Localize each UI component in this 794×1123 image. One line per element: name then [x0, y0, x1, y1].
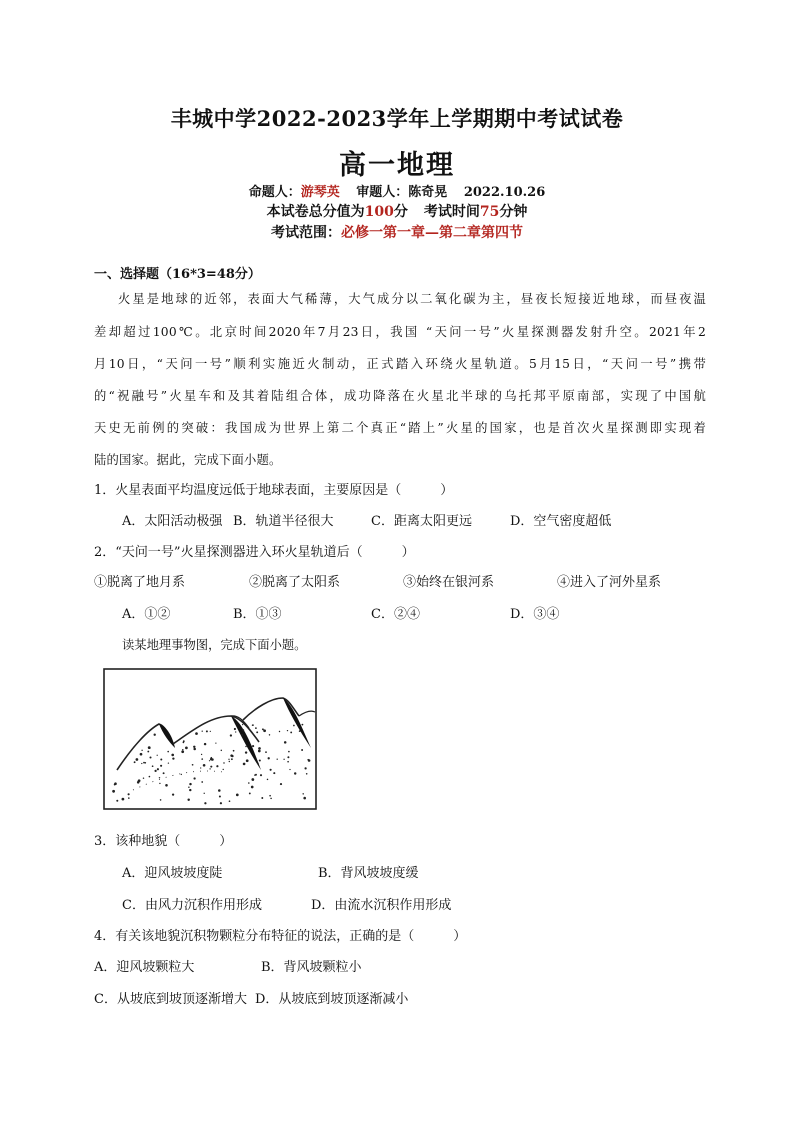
sand-grain-dot	[252, 745, 254, 747]
sand-grain-dot	[243, 763, 246, 766]
passage-line: 差却超过100℃。北京时间2020年7月23日，我国 “天问一号”火星探测器发射升空。2021年2	[94, 325, 706, 339]
sand-grain-dot	[234, 728, 236, 730]
sand-grain-dot	[228, 759, 229, 760]
sand-grain-dot	[289, 769, 290, 770]
sand-grain-dot	[301, 749, 303, 751]
sand-grain-dot	[128, 797, 130, 799]
sand-grain-dot	[270, 769, 272, 771]
sand-grain-dot	[138, 779, 141, 782]
sand-grain-dot	[269, 795, 271, 797]
q1-option-d[interactable]: D．空气密度超低	[510, 514, 612, 529]
exam-title: 丰城中学2022-2023学年上学期期中考试试卷	[170, 106, 624, 131]
sand-grain-dot	[193, 777, 195, 779]
question-3-stem: 3．该种地貌（ ）	[94, 834, 233, 849]
sand-grain-dot	[242, 724, 243, 725]
sand-grain-dot	[302, 793, 303, 794]
sand-grain-dot	[201, 781, 203, 783]
sand-grain-dot	[246, 759, 249, 762]
sand-grain-dot	[270, 798, 272, 800]
sand-grain-dot	[256, 731, 258, 733]
sand-grain-dot	[183, 742, 185, 744]
sand-grain-dot	[293, 725, 295, 727]
q3-option-d[interactable]: D．由流水沉积作用形成	[311, 898, 452, 913]
sand-grain-dot	[172, 793, 174, 795]
sand-grain-dot	[259, 759, 261, 761]
sand-grain-dot	[159, 783, 160, 784]
sand-grain-dot	[223, 769, 224, 770]
score-unit: 分	[393, 204, 408, 220]
sand-grain-dot	[163, 772, 165, 774]
sand-grain-dot	[206, 730, 208, 732]
sand-grain-dot	[112, 790, 115, 793]
sand-grain-dot	[165, 784, 168, 787]
q2-statement-2: ②脱离了太阳系	[249, 575, 341, 590]
sand-grain-dot	[154, 734, 156, 736]
scope-label: 考试范围：	[271, 225, 341, 241]
sand-grain-dot	[290, 731, 292, 733]
q4-option-d[interactable]: D．从坡底到坡顶逐渐减小	[255, 992, 409, 1007]
sand-grain-dot	[192, 764, 194, 766]
sand-grain-dot	[181, 750, 184, 753]
passage-line: 的“祝融号”火星车和及其着陆组合体，成功降落在火星北半球的乌托邦平原南部，实现了中国航	[94, 389, 706, 403]
sand-grain-dot	[204, 743, 206, 745]
sand-grain-dot	[204, 793, 205, 794]
sand-grain-dot	[168, 762, 169, 763]
passage-line: 火星是地球的近邻，表面大气稀薄，大气成分以二氧化碳为主，昼夜长短接近地球，而昼夜温	[118, 292, 706, 306]
sand-grain-dot	[306, 773, 308, 775]
sand-grain-dot	[159, 777, 160, 778]
section-heading: 一、选择题（16*3=48分）	[94, 267, 261, 282]
sand-grain-dot	[230, 734, 232, 736]
author-label: 命题人：游琴英	[248, 185, 340, 200]
sand-grain-dot	[116, 800, 118, 802]
q3-option-c[interactable]: C．由风力沉积作用形成	[122, 898, 262, 913]
sand-grain-dot	[187, 798, 189, 800]
score-time-line	[0, 201, 794, 221]
sand-grain-dot	[171, 754, 174, 757]
sand-grain-dot	[280, 783, 282, 785]
sand-grain-dot	[211, 758, 214, 761]
sand-grain-dot	[216, 765, 218, 767]
sand-grain-dot	[160, 799, 162, 801]
sand-grain-dot	[141, 763, 142, 764]
sand-grain-dot	[283, 759, 284, 760]
sand-grain-dot	[193, 748, 196, 751]
sand-grain-dot	[160, 765, 162, 767]
q1-option-c[interactable]: C．距离太阳更远	[371, 514, 472, 529]
exam-time: 75	[479, 204, 500, 220]
sand-grain-dot	[134, 761, 136, 763]
sand-grain-dot	[181, 774, 182, 775]
sand-grain-dot	[288, 751, 290, 753]
sand-grain-dot	[273, 772, 275, 774]
sand-grain-dot	[242, 734, 244, 736]
passage-line: 天史无前例的突破：我国成为世界上第二个真正“踏上”火星的国家，也是首次火星探测即实现着	[94, 421, 706, 435]
sand-grain-dot	[257, 763, 259, 765]
sand-grain-dot	[265, 751, 267, 753]
sand-grain-dot	[261, 797, 263, 799]
sand-grain-dot	[209, 768, 210, 769]
sand-grain-dot	[223, 762, 224, 763]
sand-grain-dot	[308, 759, 311, 762]
q4-option-a[interactable]: A．迎风坡颗粒大	[94, 960, 195, 975]
q3-option-b[interactable]: B．背风坡坡度缓	[318, 866, 419, 881]
sand-grain-dot	[245, 746, 246, 747]
sand-grain-dot	[204, 802, 206, 804]
sand-dune-figure	[103, 668, 317, 810]
question-2-stem: 2．“天问一号”火星探测器进入环火星轨道后（ ）	[94, 545, 415, 560]
sand-grain-dot	[157, 755, 158, 756]
q2-statement-4: ④进入了河外星系	[557, 575, 662, 590]
sand-grain-dot	[149, 776, 151, 778]
question-4-stem: 4．有关该地貌沉积物颗粒分布特征的说法，正确的是（ ）	[94, 929, 467, 944]
q4-option-b[interactable]: B．背风坡颗粒小	[261, 960, 362, 975]
sand-grain-dot	[182, 749, 183, 750]
figure-intro: 读某地理事物图，完成下面小题。	[122, 638, 307, 652]
sand-grain-dot	[147, 751, 149, 753]
q1-option-a[interactable]: A．太阳活动极强	[122, 514, 223, 529]
sand-grain-dot	[149, 756, 151, 758]
sand-grain-dot	[220, 802, 222, 804]
sand-grain-dot	[172, 757, 174, 759]
sand-grain-dot	[140, 753, 143, 756]
sand-grain-dot	[279, 731, 280, 732]
sand-grain-dot	[200, 767, 201, 768]
q2-option-a[interactable]: A．①②	[122, 607, 171, 622]
sand-grain-dot	[245, 751, 247, 753]
q1-option-b[interactable]: B．轨道半径很大	[233, 514, 334, 529]
sand-grain-dot	[189, 789, 191, 791]
sand-grain-dot	[304, 767, 306, 769]
sand-grain-dot	[128, 793, 130, 795]
sand-grain-dot	[203, 764, 206, 767]
q4-option-c[interactable]: C．从坡底到坡顶逐渐增大	[94, 992, 247, 1007]
q3-option-a[interactable]: A．迎风坡坡度陡	[122, 866, 223, 881]
q2-option-c[interactable]: C．②④	[371, 607, 420, 622]
exam-date: 2022.10.26	[463, 185, 546, 200]
sand-grain-dot	[219, 795, 221, 797]
sand-grain-dot	[249, 792, 251, 794]
reviewer-label: 审题人：陈奇晃	[356, 185, 448, 200]
q2-statement-3: ③始终在银河系	[403, 575, 495, 590]
time-unit: 分钟	[499, 204, 528, 220]
time-prefix: 考试时间	[423, 204, 480, 220]
sand-grain-dot	[201, 754, 202, 755]
sand-grain-dot	[248, 782, 250, 784]
sand-grain-dot	[284, 741, 287, 744]
sand-grain-dot	[267, 779, 269, 781]
q2-option-d[interactable]: D．③④	[510, 607, 560, 622]
sand-grain-dot	[251, 778, 254, 781]
sand-grain-dot	[211, 757, 213, 759]
sand-grain-dot	[302, 724, 304, 726]
sand-grain-dot	[230, 754, 233, 757]
author-line	[0, 181, 794, 200]
sand-grain-dot	[193, 746, 195, 748]
sand-grain-dot	[260, 774, 262, 776]
sand-grain-dot	[210, 731, 211, 732]
total-score: 100	[364, 204, 394, 220]
subject-title: 高一地理	[339, 150, 455, 181]
sand-grain-dot	[152, 765, 154, 767]
sand-grain-dot	[251, 786, 254, 789]
sand-grain-dot	[218, 789, 221, 792]
sand-grain-dot	[258, 750, 261, 753]
sand-grain-dot	[287, 730, 288, 731]
sand-grain-dot	[202, 731, 203, 732]
sand-grain-dot	[231, 758, 233, 760]
author-name: 游琴英	[300, 185, 340, 200]
sand-grain-dot	[209, 760, 210, 761]
sand-grain-dot	[210, 766, 212, 768]
sand-grain-dot	[235, 731, 236, 732]
q2-option-b[interactable]: B．①③	[233, 607, 282, 622]
sand-grain-dot	[233, 750, 235, 752]
sand-grain-dot	[229, 800, 231, 802]
sand-grain-dot	[299, 730, 301, 732]
sand-grain-dot	[221, 750, 222, 751]
sand-grain-dot	[287, 761, 289, 763]
sand-grain-dot	[242, 729, 244, 731]
sand-grain-dot	[143, 777, 144, 778]
sand-grain-dot	[160, 758, 162, 760]
sand-grain-dot	[255, 727, 257, 729]
sand-grain-dot	[185, 747, 188, 750]
sand-grain-dot	[268, 757, 270, 759]
sand-grain-dot	[277, 759, 278, 760]
sand-grain-dot	[294, 772, 296, 774]
sand-grain-dot	[195, 732, 198, 735]
scope-line	[0, 222, 794, 242]
sand-grain-dot	[269, 734, 270, 735]
score-prefix: 本试卷总分值为	[266, 204, 365, 220]
reviewer-name: 陈奇晃	[408, 185, 448, 200]
sand-grain-dot	[167, 751, 169, 753]
sand-grain-dot	[252, 725, 253, 726]
sand-grain-dot	[303, 797, 306, 800]
sand-grain-dot	[188, 787, 189, 788]
sand-grain-dot	[141, 750, 142, 751]
sand-grain-dot	[215, 743, 216, 744]
sand-grain-dot	[122, 798, 125, 801]
sand-grain-dot	[255, 774, 257, 776]
passage-line: 月10日，“天问一号”顺利实施近火制动，正式踏入环绕火星轨道。5月15日，“天问一号”携带	[94, 357, 706, 371]
q2-statement-1: ①脱离了地月系	[94, 575, 186, 590]
passage-line: 陆的国家。据此，完成下面小题。	[94, 453, 282, 467]
sand-grain-dot	[148, 746, 151, 749]
sand-grain-dot	[154, 770, 156, 772]
sand-grain-dot	[236, 794, 239, 797]
sand-grain-dot	[114, 782, 117, 785]
question-1-stem: 1．火星表面平均温度远低于地球表面，主要原因是（ ）	[94, 483, 454, 498]
sand-grain-dot	[136, 758, 139, 761]
sand-grain-dot	[263, 729, 266, 732]
sand-grain-dot	[201, 758, 203, 760]
sand-grain-dot	[157, 768, 159, 770]
exam-scope: 必修一第一章—第二章第四节	[341, 225, 523, 241]
sand-grain-dot	[229, 761, 230, 762]
sand-grain-dot	[287, 756, 289, 758]
sand-grain-dot	[258, 747, 261, 750]
sand-grain-dot	[189, 783, 191, 785]
sand-grain-dot	[143, 762, 145, 764]
